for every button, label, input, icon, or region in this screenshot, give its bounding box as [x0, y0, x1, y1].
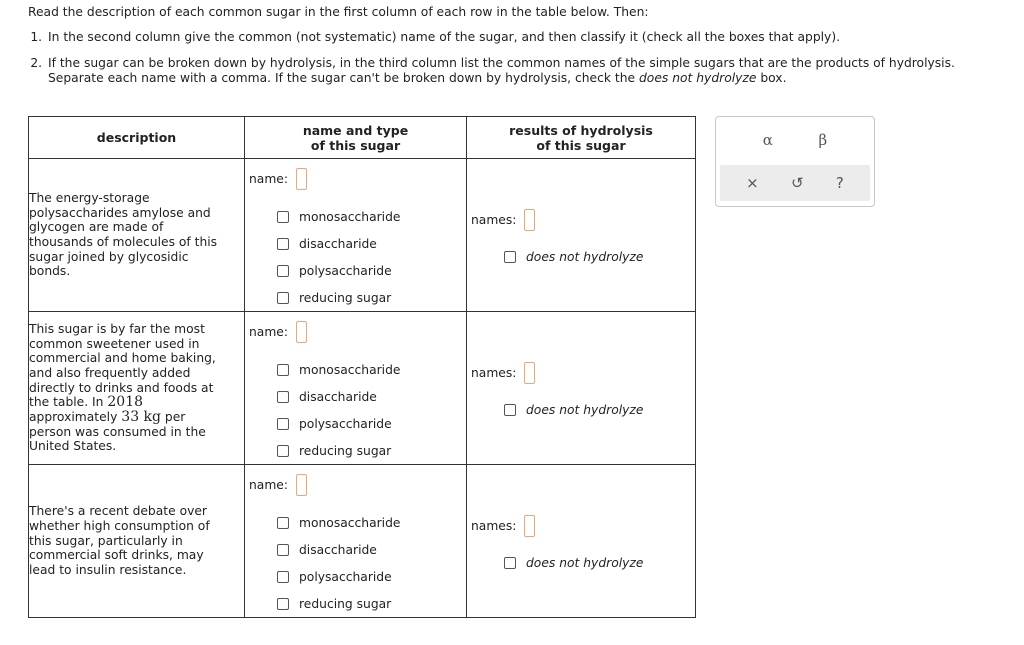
- sugar-table: [28, 116, 696, 618]
- names-label: names:: [471, 365, 517, 380]
- table-row: [29, 465, 696, 618]
- description-year: 2018: [107, 394, 144, 411]
- instructions-lead: Read the description of each common sugar in the first column of each row in the table below. Then:: [28, 5, 649, 19]
- checkbox-label: reducing sugar: [299, 443, 392, 458]
- clear-icon[interactable]: ×: [746, 174, 759, 192]
- header-description: description: [29, 117, 245, 159]
- checkbox-box[interactable]: [277, 598, 289, 610]
- checkbox-label: reducing sugar: [299, 290, 392, 305]
- checkbox-box[interactable]: [277, 544, 289, 556]
- checkbox-box[interactable]: [277, 418, 289, 430]
- description-text-part: This sugar is by far the most common sweetener used in commercial and home baking, and also frequently added directly to drinks and foods at the table. In: [29, 321, 216, 410]
- checkbox-box[interactable]: [277, 265, 289, 277]
- checkbox-box[interactable]: [504, 557, 516, 569]
- name-input[interactable]: [296, 168, 307, 190]
- description-text-part: approximately: [29, 410, 122, 425]
- beta-symbol-button[interactable]: β: [818, 131, 828, 149]
- monosaccharide-checkbox[interactable]: [277, 203, 466, 230]
- palette-symbols: [716, 117, 874, 159]
- polysaccharide-checkbox[interactable]: [277, 410, 466, 437]
- instruction-step-2-text: If the sugar can be broken down by hydrolysis, in the third column list the common names of the simple sugars that are the products of hydrolysis. Separate each name with a comma. If the sugar can't be broken down by hydrolysis, check the: [48, 56, 955, 85]
- alpha-symbol-button[interactable]: α: [762, 131, 773, 149]
- checkbox-label: polysaccharide: [299, 416, 392, 431]
- header-results-line1: results of hydrolysis: [509, 122, 653, 138]
- checkbox-label: monosaccharide: [299, 515, 401, 530]
- instruction-step-1: 1. In the second column give the common (not systematic) name of the sugar, and then classify it (check all the boxes that apply).: [46, 30, 998, 45]
- checkbox-label: does not hydrolyze: [526, 403, 644, 417]
- palette-actions: [720, 165, 870, 201]
- checkbox-label: does not hydrolyze: [526, 250, 644, 264]
- hydrolysis-cell: [467, 465, 696, 618]
- reducing-sugar-checkbox[interactable]: [277, 284, 466, 311]
- checkbox-label: disaccharide: [299, 389, 377, 404]
- instruction-step-2: [46, 56, 998, 86]
- checkbox-label: does not hydrolyze: [526, 556, 644, 570]
- disaccharide-checkbox[interactable]: [277, 383, 466, 410]
- header-name-type-line1: name and type: [302, 122, 409, 138]
- name-input[interactable]: [296, 321, 307, 343]
- reducing-sugar-checkbox[interactable]: [277, 437, 466, 464]
- description-text: [29, 322, 227, 454]
- table-header-row: [29, 117, 696, 159]
- name-type-cell: [245, 159, 467, 312]
- name-input[interactable]: [296, 474, 307, 496]
- checkbox-box[interactable]: [504, 404, 516, 416]
- does-not-hydrolyze-checkbox[interactable]: [504, 550, 695, 577]
- disaccharide-checkbox[interactable]: [277, 230, 466, 257]
- names-input[interactable]: [524, 362, 535, 384]
- checkbox-label: monosaccharide: [299, 362, 401, 377]
- hydrolysis-cell: [467, 159, 696, 312]
- description-cell: [29, 159, 245, 312]
- monosaccharide-checkbox[interactable]: [277, 509, 466, 536]
- checkbox-label: reducing sugar: [299, 596, 392, 611]
- polysaccharide-checkbox[interactable]: [277, 563, 466, 590]
- checkbox-box[interactable]: [277, 292, 289, 304]
- checkbox-box[interactable]: [277, 571, 289, 583]
- hydrolysis-cell: [467, 312, 696, 465]
- symbol-palette: [715, 116, 875, 207]
- checkbox-label: monosaccharide: [299, 209, 401, 224]
- table-row: [29, 312, 696, 465]
- name-label: name:: [249, 172, 289, 186]
- instructions-steps: [28, 30, 998, 86]
- checkbox-box[interactable]: [277, 391, 289, 403]
- header-results: [467, 117, 696, 159]
- description-text-part: per person was consumed in the United States.: [29, 410, 206, 454]
- help-icon[interactable]: ?: [835, 174, 844, 192]
- name-label: name:: [249, 325, 289, 339]
- name-type-cell: [245, 465, 467, 618]
- checkbox-box[interactable]: [277, 517, 289, 529]
- description-cell: [29, 312, 245, 465]
- checkbox-label: disaccharide: [299, 236, 377, 251]
- table-row: [29, 159, 696, 312]
- description-text: There's a recent debate over whether high consumption of this sugar, particularly in commercial soft drinks, may lead to insulin resistance.: [29, 504, 210, 578]
- checkbox-label: polysaccharide: [299, 569, 392, 584]
- description-text: The energy-storage polysaccharides amylose and glycogen are made of thousands of molecules of this sugar joined by glycosidic bonds.: [29, 190, 218, 279]
- names-input[interactable]: [524, 515, 535, 537]
- checkbox-box[interactable]: [504, 251, 516, 263]
- names-label: names:: [471, 518, 517, 533]
- monosaccharide-checkbox[interactable]: [277, 356, 466, 383]
- checkbox-box[interactable]: [277, 211, 289, 223]
- checkbox-label: disaccharide: [299, 542, 377, 557]
- header-results-line2: of this sugar: [536, 137, 626, 153]
- header-name-type-line2: of this sugar: [310, 137, 401, 153]
- does-not-hydrolyze-checkbox[interactable]: [504, 397, 695, 424]
- checkbox-box[interactable]: [277, 364, 289, 376]
- description-amount: 33 kg: [121, 409, 161, 426]
- name-label: name:: [249, 478, 289, 492]
- disaccharide-checkbox[interactable]: [277, 536, 466, 563]
- does-not-hydrolyze-checkbox[interactable]: [504, 244, 695, 271]
- names-label: names:: [471, 212, 517, 227]
- name-type-cell: [245, 312, 467, 465]
- checkbox-box[interactable]: [277, 445, 289, 457]
- polysaccharide-checkbox[interactable]: [277, 257, 466, 284]
- names-input[interactable]: [524, 209, 535, 231]
- checkbox-label: polysaccharide: [299, 263, 392, 278]
- reducing-sugar-checkbox[interactable]: [277, 590, 466, 617]
- instruction-step-2-emphasis: does not hydrolyze: [639, 71, 757, 85]
- instruction-step-2-end: box.: [756, 71, 787, 85]
- instructions: [28, 5, 998, 97]
- header-name-type: [245, 117, 467, 159]
- checkbox-box[interactable]: [277, 238, 289, 250]
- undo-icon[interactable]: ↺: [791, 174, 804, 192]
- description-cell: [29, 465, 245, 618]
